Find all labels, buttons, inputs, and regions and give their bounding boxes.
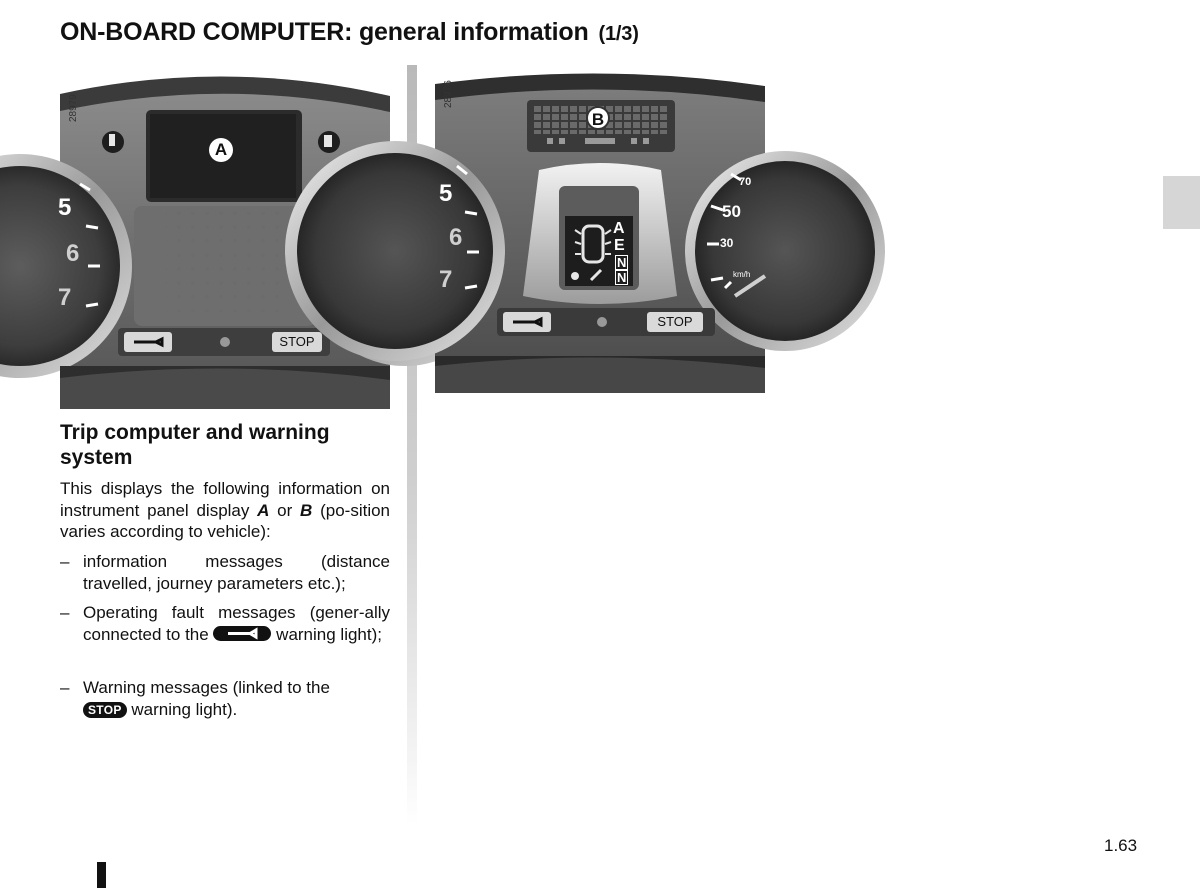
list-dash: – bbox=[60, 603, 70, 622]
display-a-reference: A bbox=[257, 500, 270, 520]
speed-unit-b: km/h bbox=[733, 270, 751, 279]
speed-tick-70-b: 70 bbox=[739, 176, 752, 188]
rpm-tick-6-b: 6 bbox=[449, 224, 463, 251]
display-label-b: B bbox=[586, 106, 610, 130]
rpm-tick-5-a: 5 bbox=[58, 194, 72, 221]
list-dash: – bbox=[60, 552, 70, 571]
rpm-tick-7-b: 7 bbox=[439, 266, 453, 293]
list-item-text-end: warning light). bbox=[126, 699, 238, 719]
section-heading: Trip computer and warning system bbox=[60, 421, 330, 469]
display-label-a: A bbox=[209, 138, 233, 162]
instrument-panel-figure-b bbox=[435, 66, 765, 393]
speed-tick-50-b: 50 bbox=[722, 202, 741, 221]
print-crop-mark bbox=[97, 862, 106, 888]
rpm-tick-5-b: 5 bbox=[439, 180, 453, 207]
page-number: 1.63 bbox=[1104, 836, 1138, 855]
page-title-text: ON-BOARD COMPUTER: general information bbox=[60, 18, 589, 46]
stop-button-a: STOP bbox=[279, 334, 315, 349]
list-item bbox=[60, 602, 390, 645]
list-item-text: information messages (distance travelled, journey parameters etc.); bbox=[83, 552, 390, 593]
list-item-text-start: Operating fault messages (gener-ally connected to the bbox=[83, 603, 390, 644]
intro-or: or bbox=[269, 500, 301, 520]
message-types-list bbox=[60, 0, 390, 888]
gear-letter-a: A bbox=[613, 220, 625, 237]
intro-text-start: This displays the following information on instrument panel display bbox=[60, 479, 390, 520]
gear-letter-n-2: N bbox=[617, 270, 627, 285]
list-item bbox=[60, 551, 390, 594]
display-b-reference: B bbox=[300, 500, 313, 520]
figure-a-code: 28979 bbox=[68, 94, 79, 122]
page-part-indicator: (1/3) bbox=[598, 23, 639, 45]
figure-b-code: 28976 bbox=[443, 80, 454, 108]
stop-warning-icon: STOP bbox=[83, 702, 127, 718]
intro-text-end: (po-sition varies according to vehicle): bbox=[60, 500, 390, 541]
speed-tick-30-b: 30 bbox=[720, 236, 734, 250]
list-item-text-start: Warning messages (linked to the bbox=[83, 678, 330, 697]
list-item-text-end: warning light); bbox=[271, 624, 382, 644]
gear-letter-n-1: N bbox=[617, 255, 627, 270]
rpm-tick-6-a: 6 bbox=[66, 240, 80, 267]
stop-button-b: STOP bbox=[657, 314, 693, 329]
list-item bbox=[60, 677, 390, 720]
gear-letter-e: E bbox=[614, 237, 625, 254]
list-dash: – bbox=[60, 678, 70, 697]
wrench-icon bbox=[213, 626, 271, 641]
chapter-tab bbox=[1163, 176, 1200, 229]
rpm-tick-7-a: 7 bbox=[58, 284, 72, 311]
